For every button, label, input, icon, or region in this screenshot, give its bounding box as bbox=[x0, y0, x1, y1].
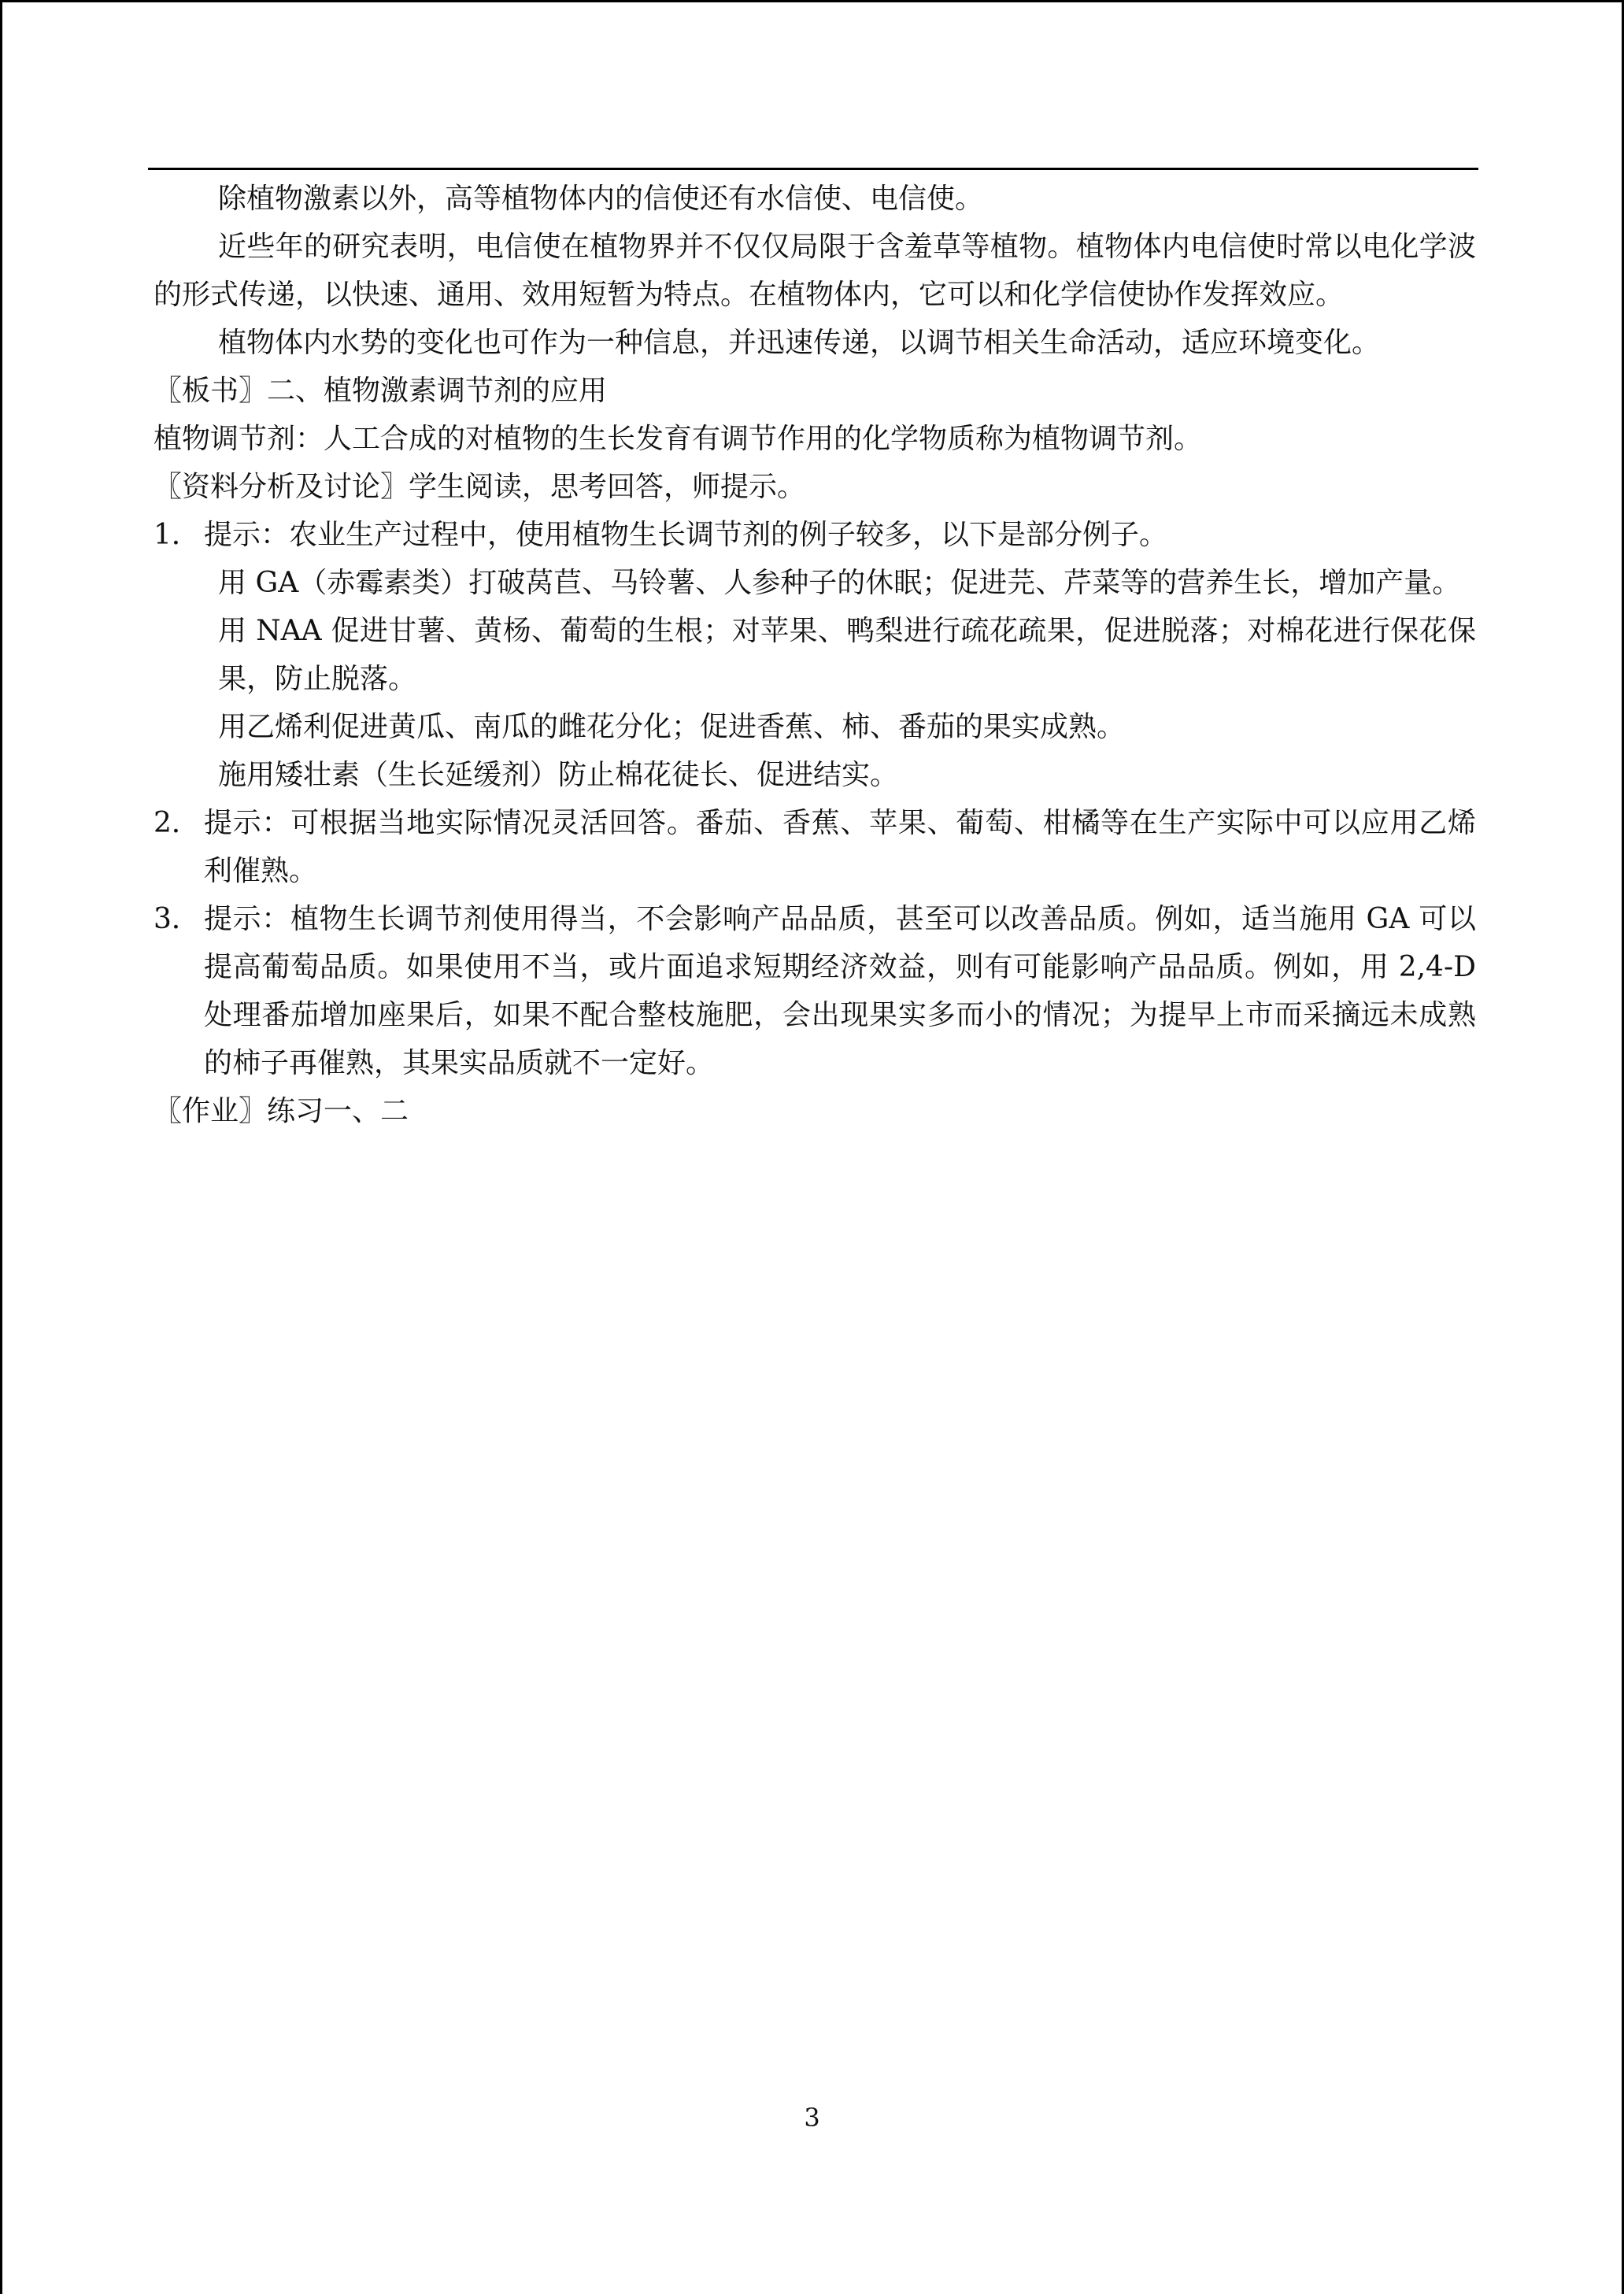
page-number: 3 bbox=[804, 2103, 820, 2133]
list-text: 提示：可根据当地实际情况灵活回答。番茄、香蕉、苹果、葡萄、柑橘等在生产实际中可以应用乙烯利催熟。 bbox=[204, 807, 1476, 887]
paragraph-messengers: 除植物激素以外，高等植物体内的信使还有水信使、电信使。 bbox=[218, 183, 984, 215]
paragraph-electric-messenger: 近些年的研究表明，电信使在植物界并不仅仅局限于含羞草等植物。植物体内电信使时常以电化学波的形式传递，以快速、通用、效用短暂为特点。在植物体内，它可以和化学信使协作发挥效应。 bbox=[154, 231, 1476, 311]
list-number: 3． bbox=[154, 903, 200, 935]
list-item-1 bbox=[154, 511, 1476, 559]
list-item-1-example-naa: 用 NAA 促进甘薯、黄杨、葡萄的生根；对苹果、鸭梨进行疏花疏果，促进脱落；对棉花进行保花保果，防止脱落。 bbox=[218, 615, 1476, 695]
discussion-heading: 〖资料分析及讨论〗学生阅读，思考回答，师提示。 bbox=[154, 471, 806, 503]
list-item-1-example-ethephon: 用乙烯利促进黄瓜、南瓜的雌花分化；促进香蕉、柿、番茄的果实成熟。 bbox=[218, 711, 1126, 743]
list-text: 提示：农业生产过程中，使用植物生长调节剂的例子较多，以下是部分例子。 bbox=[204, 519, 1168, 551]
list-item-2 bbox=[154, 799, 1476, 895]
definition-paragraph: 植物调节剂：人工合成的对植物的生长发育有调节作用的化学物质称为植物调节剂。 bbox=[154, 423, 1203, 455]
header-rule bbox=[148, 168, 1478, 170]
document-body bbox=[154, 175, 1476, 1135]
homework-line: 〖作业〗练习一、二 bbox=[154, 1095, 409, 1127]
list-number: 2． bbox=[154, 807, 200, 839]
list-item-1-example-cycocel: 施用矮壮素（生长延缓剂）防止棉花徒长、促进结实。 bbox=[218, 759, 899, 791]
list-item-1-example-ga: 用 GA（赤霉素类）打破莴苣、马铃薯、人参种子的休眠；促进芫、芹菜等的营养生长，增加产量。 bbox=[218, 567, 1461, 599]
board-heading: 〖板书〗二、植物激素调节剂的应用 bbox=[154, 375, 608, 407]
list-item-3 bbox=[154, 895, 1476, 1087]
paragraph-water-potential: 植物体内水势的变化也可作为一种信息，并迅速传递，以调节相关生命活动，适应环境变化。 bbox=[218, 327, 1381, 359]
list-text: 提示：植物生长调节剂使用得当，不会影响产品品质，甚至可以改善品质。例如，适当施用 GA 可以提高葡萄品质。如果使用不当，或片面追求短期经济效益，则有可能影响产品品质。例如，用 2,4-D 处理番茄增加座果后，如果不配合整枝施肥，会出现果实多而小的情况；为提早上市而采摘远未成熟的柿子再催熟，其果实品质就不一定好。 bbox=[204, 903, 1476, 1079]
list-number: 1． bbox=[154, 519, 200, 551]
